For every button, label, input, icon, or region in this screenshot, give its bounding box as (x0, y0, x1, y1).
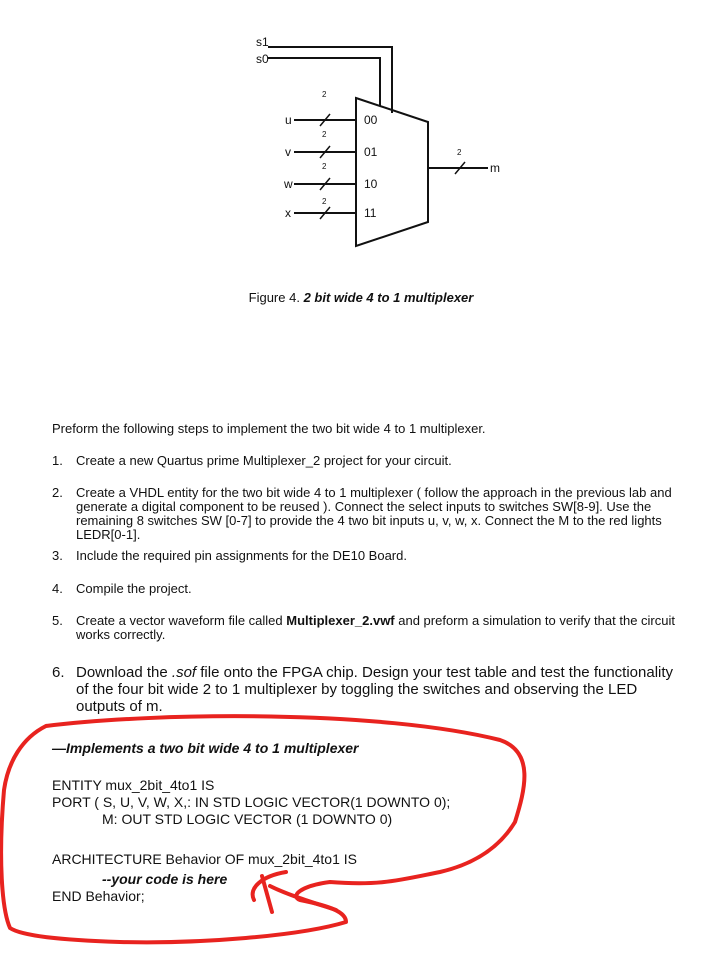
bus-width-x: 2 (322, 197, 327, 206)
code-entity: ENTITY mux_2bit_4to1 IS (52, 777, 215, 793)
bus-width-v: 2 (322, 130, 327, 139)
code-architecture: ARCHITECTURE Behavior OF mux_2bit_4to1 IS (52, 851, 357, 867)
bus-width-u: 2 (322, 90, 327, 99)
output-label-m: m (490, 161, 500, 175)
step-5: 5. Create a vector waveform file called Multiplexer_2.vwf and preform a simulation to verify that the circuit works correctly. (52, 613, 675, 642)
caption-title: 2 bit wide 4 to 1 multiplexer (303, 290, 474, 305)
input-label-v: v (285, 145, 291, 159)
red-arrow (253, 872, 336, 912)
mux-label-00: 00 (364, 113, 378, 127)
step-3: 3. Include the required pin assignments for the DE10 Board. (52, 548, 407, 563)
select-label-s1: s1 (256, 35, 269, 49)
figure-caption (0, 290, 722, 305)
mux-label-10: 10 (364, 177, 378, 191)
vwf-filename: Multiplexer_2.vwf (286, 613, 395, 628)
sof-extension: .sof (171, 664, 197, 681)
step-2: 2. Create a VHDL entity for the two bit wide 4 to 1 multiplexer ( follow the approach in the previous lab and generate a digital component to be reused ). Connect the select inputs to switches SW[8-9]. Use the remaining 8 switches SW [0-7] to provide the 4 two bit inputs u, v, w, x. Connect the M to the red lights LEDR[0-1]. (52, 485, 672, 542)
code-comment: —Implements a two bit wide 4 to 1 multiplexer (52, 740, 359, 756)
red-annotation (0, 700, 722, 958)
input-label-x: x (285, 206, 291, 220)
mux-diagram (0, 0, 722, 300)
step-1: 1. Create a new Quartus prime Multiplexer_2 project for your circuit. (52, 453, 452, 468)
mux-label-01: 01 (364, 145, 378, 159)
step-6: 6. Download the .sof file onto the FPGA chip. Design your test table and test the functionality of the four bit wide 2 to 1 multiplexer by toggling the switches and observing the LED outputs of m. (52, 664, 674, 715)
caption-prefix: Figure 4. (248, 290, 300, 305)
code-port-line-2: M: OUT STD LOGIC VECTOR (1 DOWNTO 0) (102, 811, 393, 827)
code-placeholder: --your code is here (102, 871, 228, 887)
select-label-s0: s0 (256, 52, 269, 66)
code-end: END Behavior; (52, 888, 145, 904)
bus-width-m: 2 (457, 148, 462, 157)
intro-text: Preform the following steps to implement the two bit wide 4 to 1 multiplexer. (52, 421, 486, 436)
code-port-line-1: PORT ( S, U, V, W, X,: IN STD LOGIC VECTOR(1 DOWNTO 0); (52, 794, 451, 810)
input-label-u: u (285, 113, 292, 127)
step-4: 4. Compile the project. (52, 581, 192, 596)
input-label-w: w (284, 177, 293, 191)
bus-width-w: 2 (322, 162, 327, 171)
mux-label-11: 11 (364, 206, 377, 220)
